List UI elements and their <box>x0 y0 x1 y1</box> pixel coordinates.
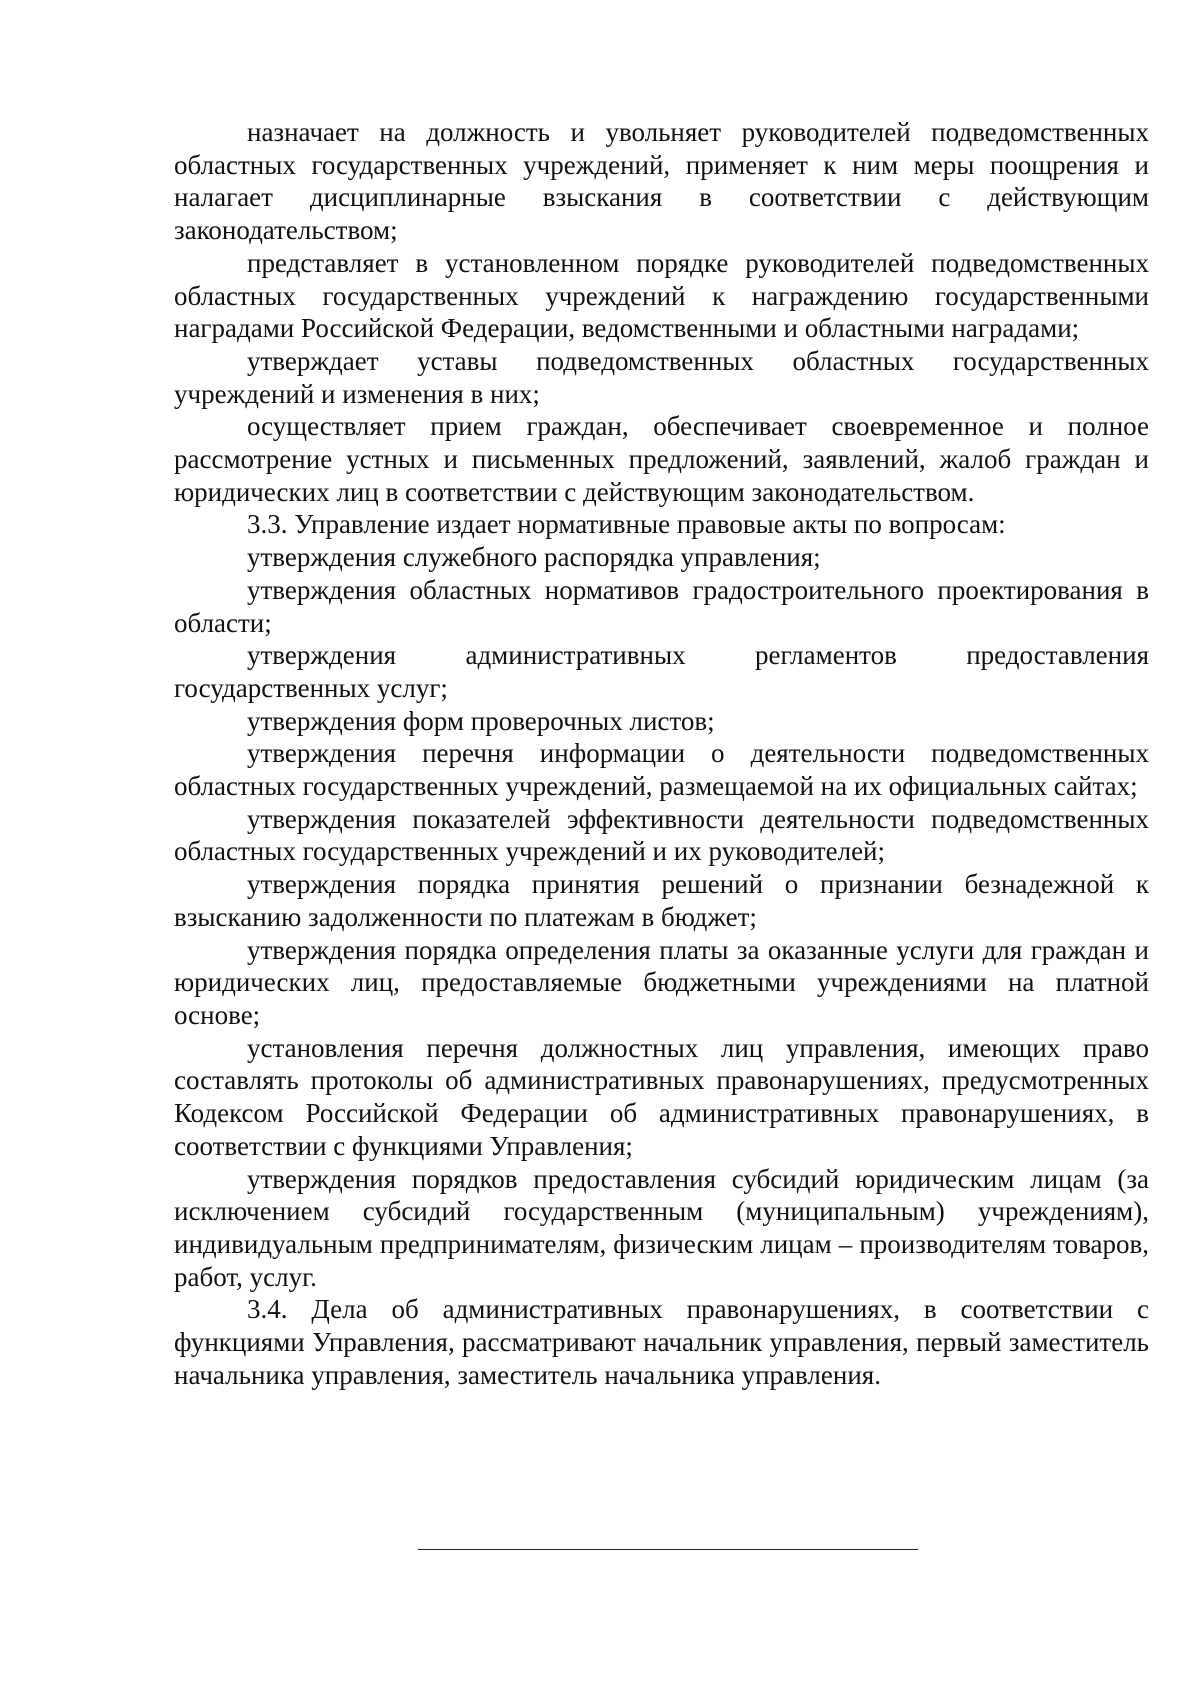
paragraph-appoint-dismiss: назначает на должность и увольняет руководителей подведомственных областных государственных учреждений, применяет к ним меры поощрения и налагает дисциплинарные взыскания в соответствии с действующим законодательством; <box>174 117 1149 246</box>
paragraph-checklist-forms: утверждения форм проверочных листов; <box>247 705 715 736</box>
paragraph-administrative-regulations: утверждения административных регламентов предоставления государственных услуг; <box>174 640 1149 703</box>
paragraph-bad-debt-decisions: утверждения порядка принятия решений о признании безнадежной к взысканию задолженности по платежам в бюджет; <box>174 869 1149 932</box>
paragraph-website-information: утверждения перечня информации о деятельности подведомственных областных государственных учреждений, размещаемой на их официальных сайтах; <box>174 738 1149 802</box>
paragraph-section-3-4: 3.4. Дела об административных правонарушениях, в соответствии с функциями Управления, рассматривают начальник управления, первый заместитель начальника управления, заместитель начальника управления. <box>174 1294 1149 1390</box>
paragraph-nominate-awards: представляет в установленном порядке руководителей подведомственных областных государственных учреждений к награждению государственными наградами Российской Федерации, ведомственными и областными наградами; <box>174 247 1149 344</box>
document-body <box>174 116 1149 1391</box>
paragraph-paid-services-fees: утверждения порядка определения платы за оказанные услуги для граждан и юридических лиц, предоставляемые бюджетными учреждениями на платной основе; <box>174 934 1149 1030</box>
paragraph-subsidies-procedures: утверждения порядков предоставления субсидий юридическим лицам (за исключением субсидий государственным (муниципальным) учреждениям), индивидуальным предпринимателям, физическим лицам – производителям товаров, работ, услуг. <box>174 1163 1149 1292</box>
paragraph-approve-charters: утверждает уставы подведомственных областных государственных учреждений и изменения в них; <box>174 345 1149 409</box>
paragraph-citizen-reception: осуществляет прием граждан, обеспечивает своевременное и полное рассмотрение устных и письменных предложений, заявлений, жалоб граждан и юридических лиц в соответствии с действующим законодательством. <box>174 411 1149 507</box>
paragraph-performance-indicators: утверждения показателей эффективности деятельности подведомственных областных государственных учреждений и их руководителей; <box>174 803 1149 867</box>
paragraph-urban-planning-norms: утверждения областных нормативов градостроительного проектирования в области; <box>174 574 1149 638</box>
paragraph-protocol-officials: установления перечня должностных лиц управления, имеющих право составлять протоколы об административных правонарушениях, предусмотренных Кодексом Российской Федерации об административных правонарушениях, в соответствии с функциями Управления; <box>174 1032 1149 1161</box>
paragraph-service-schedule: утверждения служебного распорядка управления; <box>247 542 821 573</box>
end-of-document-rule <box>418 1549 918 1550</box>
paragraph-section-3-3: 3.3. Управление издает нормативные правовые акты по вопросам: <box>247 509 1006 540</box>
